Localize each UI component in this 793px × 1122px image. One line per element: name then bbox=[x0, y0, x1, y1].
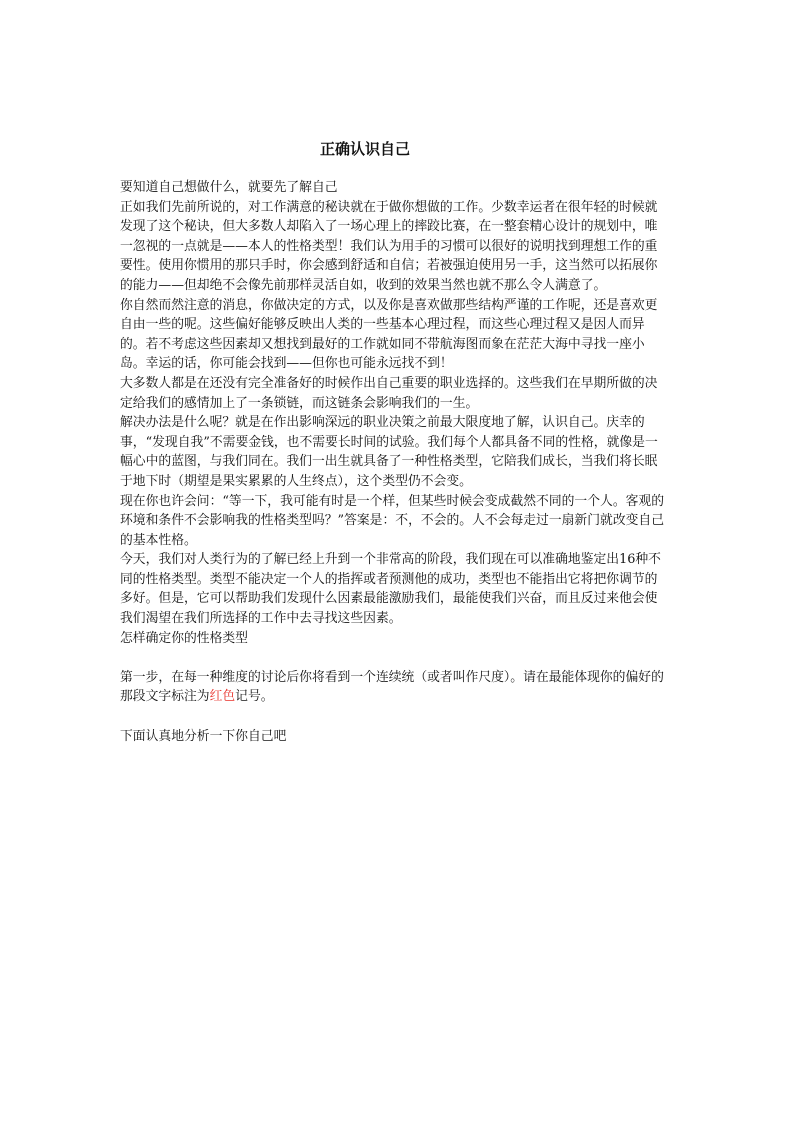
paragraph-first-step bbox=[120, 668, 667, 707]
paragraph-intro: 要知道自己想做什么，就要先了解自己 bbox=[120, 180, 338, 195]
paragraph-preferences: 你自然而然注意的消息，你做决定的方式，以及你是喜欢做那些结构严谨的工作呢，还是喜欢更自由一些的呢。这些偏好能够反映出人类的一些基本心理过程，而这些心理过程又是因人而异的。若不考虑这些因素却又想找到最好的工作就如同不带航海图而象在茫茫大海中寻找一座小岛。幸运的话，你可能会找到——但你也可能永远找不到！ bbox=[120, 297, 658, 372]
paragraph-solution: 解决办法是什么呢？就是在作出影响深远的职业决策之前最大限度地了解，认识自己。庆幸的事，“发现自我”不需要金钱，也不需要长时间的试验。我们每个人都具备不同的性格，就像是一幅心中的蓝图，与我们同在。我们一出生就具备了一种性格类型，它陪我们成长，当我们将长眠于地下时（期望是果实累累的人生终点），这个类型仍不会变。 bbox=[120, 415, 658, 489]
spacer bbox=[120, 707, 667, 727]
paragraph-question: 现在你也许会问：“等一下，我可能有时是一个样，但某些时候会变成截然不同的一个人。客观的环境和条件不会影响我的性格类型吗？”答案是：不，不会的。人不会每走过一扇新门就改变自己的基本性格。 bbox=[120, 493, 665, 548]
section-heading-determine-type: 怎样确定你的性格类型 bbox=[120, 630, 248, 646]
document-title: 正确认识自己 bbox=[319, 140, 410, 158]
first-step-suffix: 记号。 bbox=[235, 689, 274, 705]
red-mark-text: 红色 bbox=[209, 689, 236, 705]
paragraph-closing: 下面认真地分析一下你自己吧 bbox=[120, 728, 287, 744]
document-body bbox=[120, 178, 667, 746]
first-step-text: 第一步，在每一种维度的讨论后你将看到一个连续统（或者叫作尺度）。请在最能体现你的偏好的那段文字标注为 bbox=[120, 669, 664, 705]
paragraph-sixteen-types: 今天，我们对人类行为的了解已经上升到一个非常高的阶段，我们现在可以准确地鉴定出16种不同的性格类型。类型不能决定一个人的指挥或者预测他的成功，类型也不能指出它将把你调节的多好。但是，它可以帮助我们发现什么因素最能激励我们，最能使我们兴奋，而且反过来他会使我们渴望在我们所选择的工作中去寻找这些因素。 bbox=[120, 552, 661, 627]
spacer bbox=[120, 648, 667, 668]
paragraph-secret: 正如我们先前所说的，对工作满意的秘诀就在于做你想做的工作。少数幸运者在很年轻的时候就发现了这个秘诀，但大多数人却陷入了一场心理上的摔跤比赛，在一整套精心设计的规划中，唯一忽视的一点就是——本人的性格类型！我们认为用手的习惯可以很好的说明找到理想工作的重要性。使用你惯用的那只手时，你会感到舒适和自信；若被强迫使用另一手，这当然可以拓展你的能力——但却绝不会像先前那样灵活自如，收到的效果当然也就不那么令人满意了。 bbox=[120, 199, 658, 293]
paragraph-early-choices: 大多数人都是在还没有完全准备好的时候作出自己重要的职业选择的。这些我们在早期所做的决定给我们的感情加上了一条锁链，而这链条会影响我们的一生。 bbox=[120, 375, 658, 411]
